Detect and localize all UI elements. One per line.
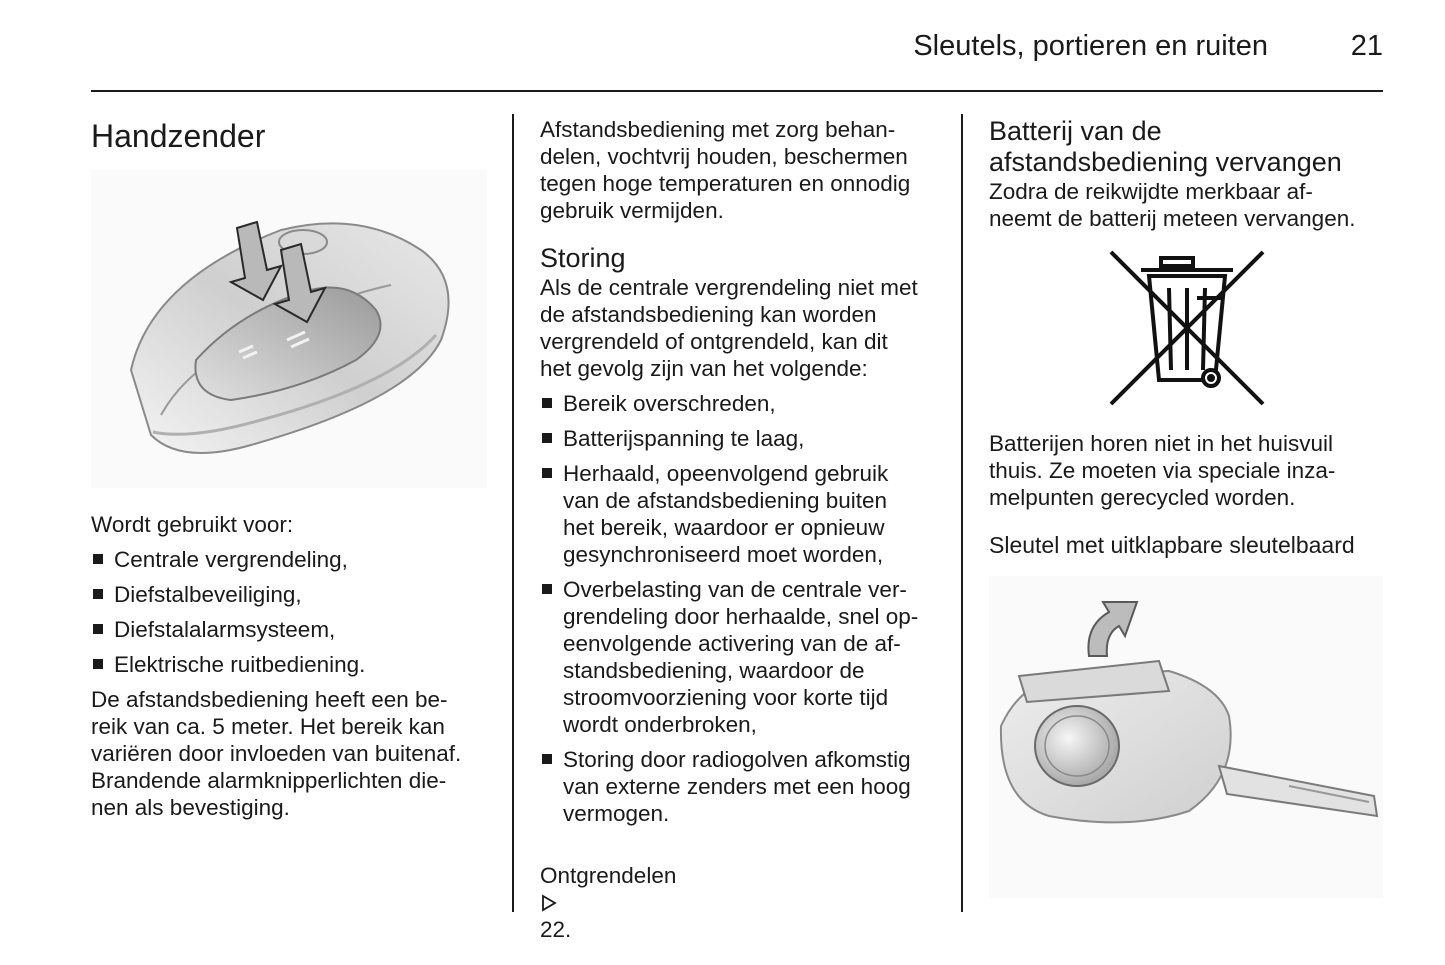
subheading-folding-key: Sleutel met uitklapbare sleutelbaard: [989, 532, 1355, 558]
remote-key-fob-illustration: [91, 170, 487, 488]
bullet-square-icon: [93, 659, 103, 669]
section-heading-storing: Storing: [540, 243, 626, 273]
crossed-out-wheelie-bin-icon: [1107, 248, 1267, 408]
bullet-square-icon: [542, 398, 552, 408]
battery-paragraph: Zodra de reikwijdte merkbaar af- neemt de batterij meteen vervangen.: [989, 179, 1356, 231]
lift-arrow-icon: [1088, 602, 1137, 656]
header-title: Sleutels, portieren en ruiten: [913, 30, 1268, 62]
reference-arrow-icon: [540, 894, 558, 912]
bullet-square-icon: [93, 589, 103, 599]
bullet-square-icon: [542, 754, 552, 764]
bullet-square-icon: [542, 468, 552, 478]
list-item: Storing door radiogolven afkomstig van externe zenders met een hoog vermogen.: [540, 746, 945, 827]
cross-reference[interactable]: [540, 835, 945, 943]
bullet-square-icon: [93, 554, 103, 564]
section-heading-battery: Batterij van de afstandsbediening vervangen: [989, 116, 1342, 177]
list-item: Elektrische ruitbediening.: [91, 651, 491, 678]
header-divider: [91, 90, 1383, 92]
cross-reference-label: Ontgrendelen: [540, 863, 677, 888]
recycling-paragraph: Batterijen horen niet in het huisvuil thuis. Ze moeten via speciale inza- melpunten gerecycled worden.: [989, 431, 1336, 510]
list-item: Overbelasting van de centrale ver- grendeling door herhaalde, snel op- eenvolgende activering van de af- standsbediening, waardoor de stroomvoorziening voor korte tijd wordt onderbroken,: [540, 576, 945, 738]
list-item: Bereik overschreden,: [540, 390, 945, 417]
cross-reference-page: 22.: [540, 917, 572, 942]
column-1: [91, 114, 491, 821]
bullet-square-icon: [542, 433, 552, 443]
open-key-battery-illustration: [989, 576, 1383, 898]
column-divider-1: [512, 114, 514, 912]
storing-list: [540, 390, 945, 827]
bullet-square-icon: [93, 624, 103, 634]
uses-list: [91, 546, 491, 678]
list-item: Diefstalbeveiliging,: [91, 581, 491, 608]
list-item: Diefstalalarmsysteem,: [91, 616, 491, 643]
list-item: Herhaald, opeenvolgend gebruik van de afstandsbediening buiten het bereik, waardoor er opnieuw gesynchroniseerd moet worden,: [540, 460, 945, 568]
care-paragraph: Afstandsbediening met zorg behan- delen, vochtvrij houden, beschermen tegen hoge temperaturen en onnodig gebruik vermijden.: [540, 117, 911, 223]
bullet-square-icon: [542, 584, 552, 594]
column-2: [540, 114, 945, 943]
storing-intro: Als de centrale vergrendeling niet met de afstandsbediening kan worden vergrendeld of ontgrendeld, kan dit het gevolg zijn van het volgende:: [540, 275, 918, 381]
range-paragraph: De afstandsbediening heeft een be- reik van ca. 5 meter. Het bereik kan variëren door invloeden van buitenaf. Brandende alarmknipperlichten die- nen als bevestiging.: [91, 687, 462, 820]
column-divider-2: [961, 114, 963, 912]
section-heading-handzender: Handzender: [91, 118, 266, 154]
coin-battery-shape: [1035, 706, 1119, 786]
list-item: Centrale vergrendeling,: [91, 546, 491, 573]
list-item: Batterijspanning te laag,: [540, 425, 945, 452]
column-3: [989, 114, 1389, 898]
uses-intro: Wordt gebruikt voor:: [91, 512, 294, 537]
page-number: 21: [1350, 30, 1383, 62]
